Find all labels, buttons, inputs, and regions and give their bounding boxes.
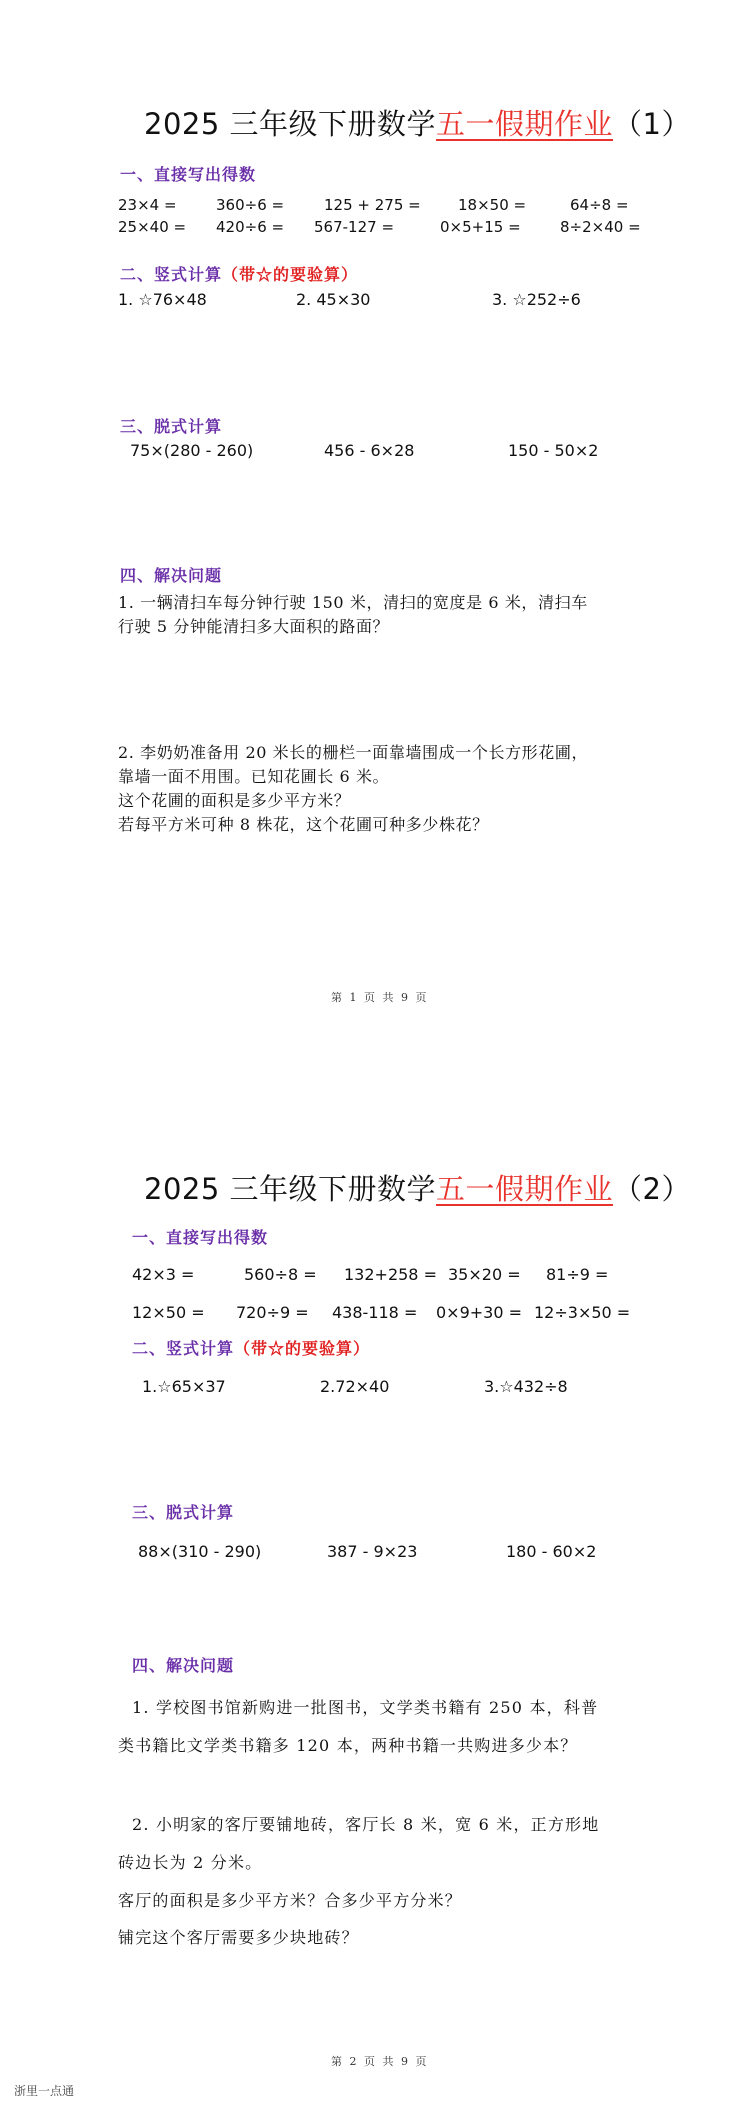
- page1-oral-item: 64÷8 =: [570, 196, 629, 214]
- page2-title: [144, 1167, 691, 1208]
- page1-title: [144, 102, 691, 143]
- page2-section1-title: 一、直接写出得数: [132, 1228, 269, 1247]
- page2-oral-item: 42×3 =: [132, 1265, 195, 1284]
- page1-problem2-line: 靠墙一面不用围。已知花圃长 6 米。: [118, 767, 390, 786]
- page2-oral-item: 132+258 =: [344, 1265, 437, 1284]
- page2-section2-note: （带☆的要验算）: [234, 1339, 371, 1358]
- page1-title-prefix: 2025 三年级下册数学: [144, 107, 437, 141]
- page2-problem2-line: 2. 小明家的客厅要铺地砖，客厅长 8 米，宽 6 米，正方形地: [132, 1815, 600, 1834]
- page2-oral-item: 35×20 =: [448, 1265, 521, 1284]
- page1-stepwise-item: 150 - 50×2: [508, 441, 599, 460]
- page2-title-prefix: 2025 三年级下册数学: [144, 1172, 437, 1206]
- page1-section2-note: （带☆的要验算）: [222, 265, 359, 284]
- page1-stepwise-item: 75×(280 - 260): [130, 441, 254, 460]
- page2-problem2-line: 客厅的面积是多少平方米？合多少平方分米？: [118, 1891, 463, 1910]
- page2-oral-item: 12×50 =: [132, 1303, 205, 1322]
- page2-oral-item: 438-118 =: [332, 1303, 418, 1322]
- page1-section2-title: [120, 262, 358, 285]
- page1-vertical-item: 3. ☆252÷6: [492, 290, 581, 309]
- page1-vertical-item: 1. ☆76×48: [118, 290, 207, 309]
- page1-stepwise-item: 456 - 6×28: [324, 441, 415, 460]
- page2-stepwise-item: 88×(310 - 290): [138, 1542, 262, 1561]
- page2-oral-item: 0×9+30 =: [436, 1303, 523, 1322]
- page1-oral-item: 420÷6 =: [216, 218, 285, 236]
- page2-problem2-line: 砖边长为 2 分米。: [118, 1853, 263, 1872]
- page2-vertical-item: 3.☆432÷8: [484, 1377, 568, 1396]
- page1-oral-item: 8÷2×40 =: [560, 218, 641, 236]
- page2-problem2-line: 铺完这个客厅需要多少块地砖？: [118, 1928, 359, 1947]
- page1-oral-item: 0×5+15 =: [440, 218, 521, 236]
- page2-oral-item: 720÷9 =: [236, 1303, 309, 1322]
- page2-vertical-item: 1.☆65×37: [142, 1377, 226, 1396]
- page2-stepwise-item: 387 - 9×23: [327, 1542, 418, 1561]
- page2-section2-label: 二、竖式计算: [132, 1339, 235, 1358]
- page2-vertical-item: 2.72×40: [320, 1377, 390, 1396]
- page1-problem2-line: 若每平方米可种 8 株花，这个花圃可种多少株花？: [118, 815, 489, 834]
- page2-stepwise-item: 180 - 60×2: [506, 1542, 597, 1561]
- page1-problem1-line: 1. 一辆清扫车每分钟行驶 150 米，清扫的宽度是 6 米，清扫车: [118, 593, 588, 612]
- page2-oral-item: 81÷9 =: [546, 1265, 609, 1284]
- page2-title-highlight: 五一假期作业: [436, 1172, 614, 1206]
- page1-oral-item: 567-127 =: [314, 218, 395, 236]
- page2-section2-title: [132, 1336, 370, 1359]
- page1-oral-item: 25×40 =: [118, 218, 187, 236]
- page1-footer: 第 1 页 共 9 页: [331, 991, 429, 1004]
- page1-oral-item: 125 + 275 =: [324, 196, 421, 214]
- page1-section1-title: 一、直接写出得数: [120, 165, 257, 184]
- page2-footer: 第 2 页 共 9 页: [331, 2055, 429, 2068]
- page2-oral-item: 560÷8 =: [244, 1265, 317, 1284]
- page1-oral-item: 360÷6 =: [216, 196, 285, 214]
- page1-oral-item: 23×4 =: [118, 196, 177, 214]
- page2-problem1-line: 类书籍比文学类书籍多 120 本，两种书籍一共购进多少本？: [118, 1736, 578, 1755]
- page2-oral-item: 12÷3×50 =: [534, 1303, 631, 1322]
- page1-section4-title: 四、解决问题: [120, 566, 223, 585]
- page1-oral-item: 18×50 =: [458, 196, 527, 214]
- watermark: 浙里一点通: [14, 2084, 75, 2098]
- page2-title-suffix: （2）: [613, 1172, 691, 1206]
- page2-section3-title: 三、脱式计算: [132, 1503, 235, 1522]
- page2-section4-title: 四、解决问题: [132, 1656, 235, 1675]
- page1-section2-label: 二、竖式计算: [120, 265, 223, 284]
- page1-section3-title: 三、脱式计算: [120, 417, 223, 436]
- page1-problem1-line: 行驶 5 分钟能清扫多大面积的路面？: [118, 617, 390, 636]
- page1-vertical-item: 2. 45×30: [296, 290, 371, 309]
- page1-problem2-line: 2. 李奶奶准备用 20 米长的栅栏一面靠墙围成一个长方形花圃，: [118, 743, 589, 762]
- page2-problem1-line: 1. 学校图书馆新购进一批图书，文学类书籍有 250 本，科普: [132, 1698, 599, 1717]
- page1-title-highlight: 五一假期作业: [436, 107, 614, 141]
- page1-problem2-line: 这个花圃的面积是多少平方米？: [118, 791, 351, 810]
- page1-title-suffix: （1）: [613, 107, 691, 141]
